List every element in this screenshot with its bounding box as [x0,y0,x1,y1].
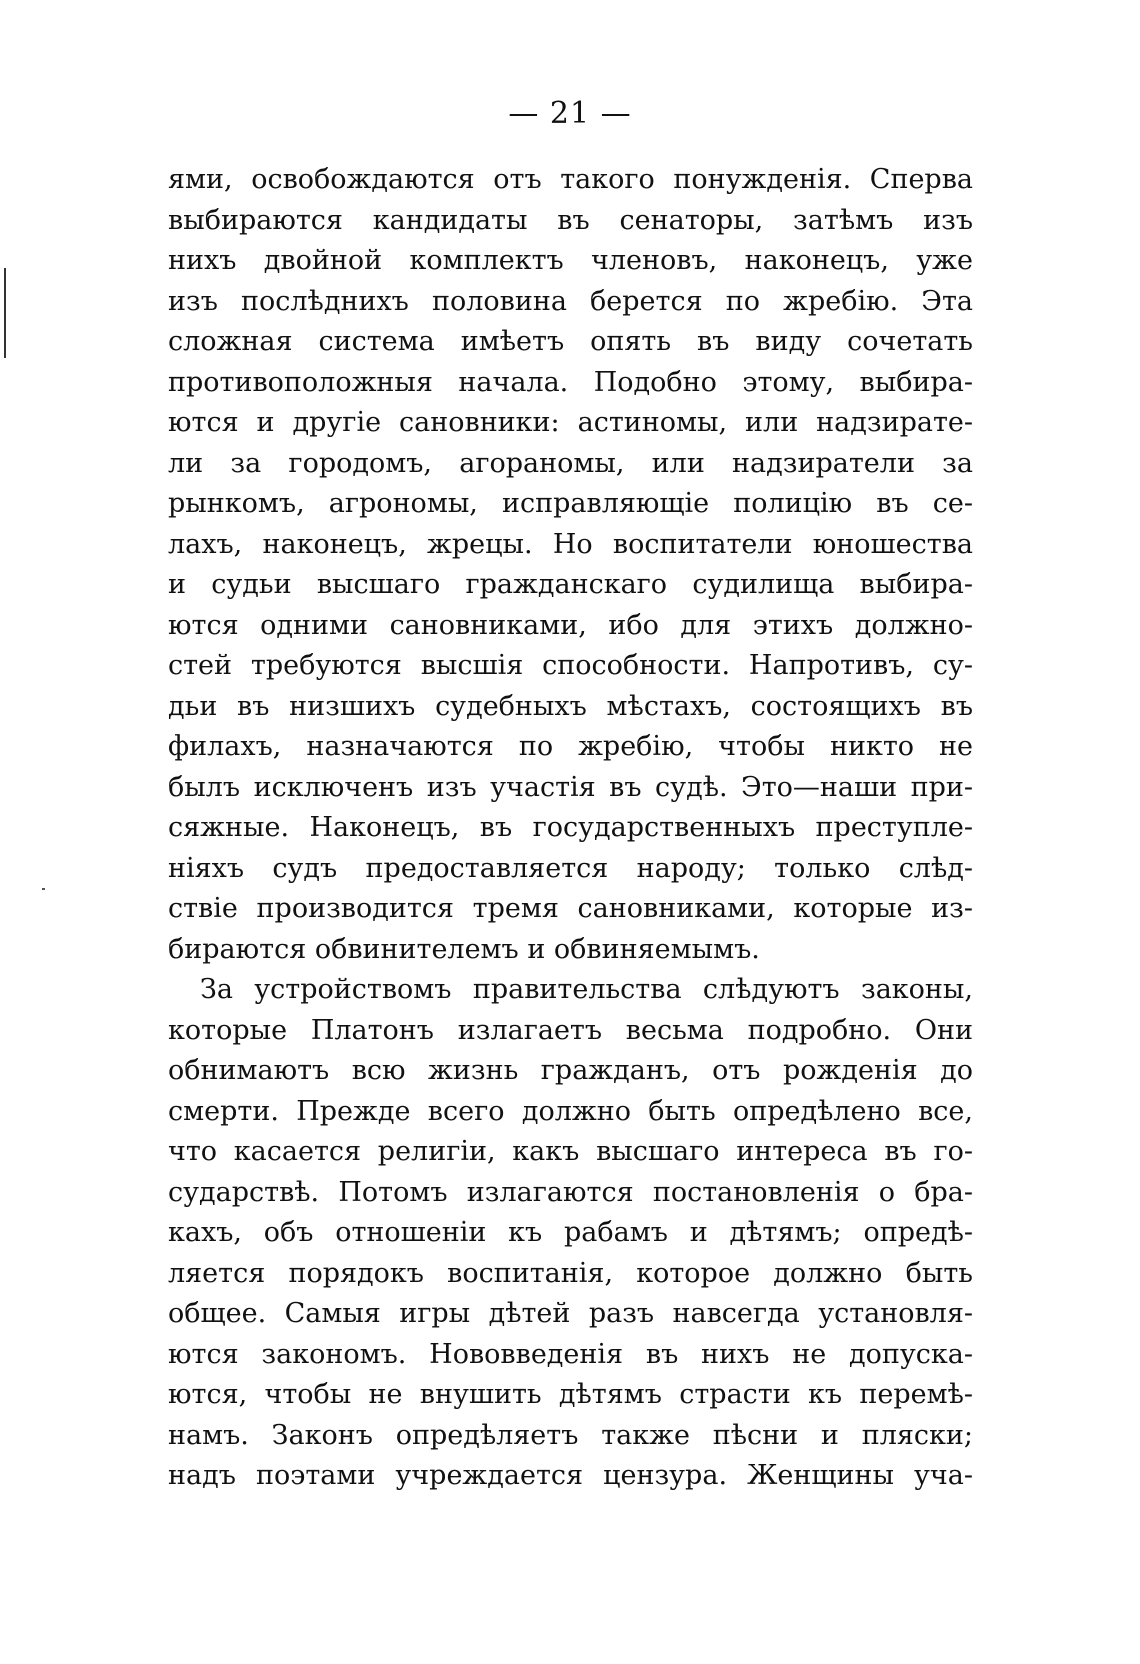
text-line: выбираются кандидаты въ сенаторы, затѣмъ изъ [168,204,973,236]
text-line: и судьи высшаго гражданскаго судилища выбира- [168,569,973,600]
body-text [168,160,973,1497]
text-line: нихъ двойной комплектъ членовъ, наконецъ, уже [168,245,973,276]
text-line: ются одними сановниками, ибо для этихъ должно- [168,609,973,641]
text-line: что касается религіи, какъ высшаго интереса въ го- [168,1136,973,1167]
text-line: стей требуются высшія способности. Напротивъ, су- [168,650,973,681]
text-line: былъ исключенъ изъ участія въ судѣ. Это—наши при- [168,771,973,803]
text-line: ли за городомъ, агораномы, или надзиратели за [168,447,973,479]
text-line: кахъ, объ отношеніи къ рабамъ и дѣтямъ; опредѣ- [168,1217,973,1248]
text-line: ствіе производится тремя сановниками, которые из- [168,893,973,924]
margin-scan-line [4,268,6,358]
text-line: дьи въ низшихъ судебныхъ мѣстахъ, состоящихъ въ [168,690,973,722]
text-line: лахъ, наконецъ, жрецы. Но воспитатели юношества [168,528,973,560]
text-line: рынкомъ, агрономы, исправляющіе полицію въ се- [168,488,973,519]
text-line: ляется порядокъ воспитанія, которое должно быть [168,1257,973,1289]
text-line: общее. Самыя игры дѣтей разъ навсегда установля- [168,1298,973,1329]
text-line: ями, освобождаются отъ такого понужденія. Сперва [168,164,973,195]
text-line: надъ поэтами учреждается цензура. Женщины уча- [168,1460,973,1491]
text-line: За устройствомъ правительства слѣдуютъ законы, [200,974,973,1005]
margin-scan-mark [42,888,45,890]
text-line: ніяхъ судъ предоставляется народу; только слѣд- [168,852,973,884]
text-line: сяжные. Наконецъ, въ государственныхъ преступле- [168,812,973,843]
text-line: которые Платонъ излагаетъ весьма подробно. Они [168,1014,973,1046]
text-line: сложная система имѣетъ опять въ виду сочетать [168,326,973,357]
text-line: бираются обвинителемъ и обвиняемымъ. [168,933,760,965]
text-line: обнимаютъ всю жизнь гражданъ, отъ рожденія до [168,1055,973,1086]
text-line: изъ послѣднихъ половина берется по жребію. Эта [168,285,973,317]
page-number: — 21 — [508,96,632,131]
text-line: противоположныя начала. Подобно этому, выбира- [168,366,973,398]
text-line: ются закономъ. Нововведенія въ нихъ не допуска- [168,1338,973,1370]
text-line: намъ. Законъ опредѣляетъ также пѣсни и пляски; [168,1419,973,1451]
text-line: ются и другіе сановники: астиномы, или надзирате- [168,407,973,438]
text-line: смерти. Прежде всего должно быть опредѣлено все, [168,1095,973,1127]
text-line: филахъ, назначаются по жребію, чтобы никто не [168,731,973,762]
text-line: ются, чтобы не внушить дѣтямъ страсти къ перемѣ- [168,1379,973,1410]
text-line: сударствѣ. Потомъ излагаются постановленія о бра- [168,1176,973,1208]
